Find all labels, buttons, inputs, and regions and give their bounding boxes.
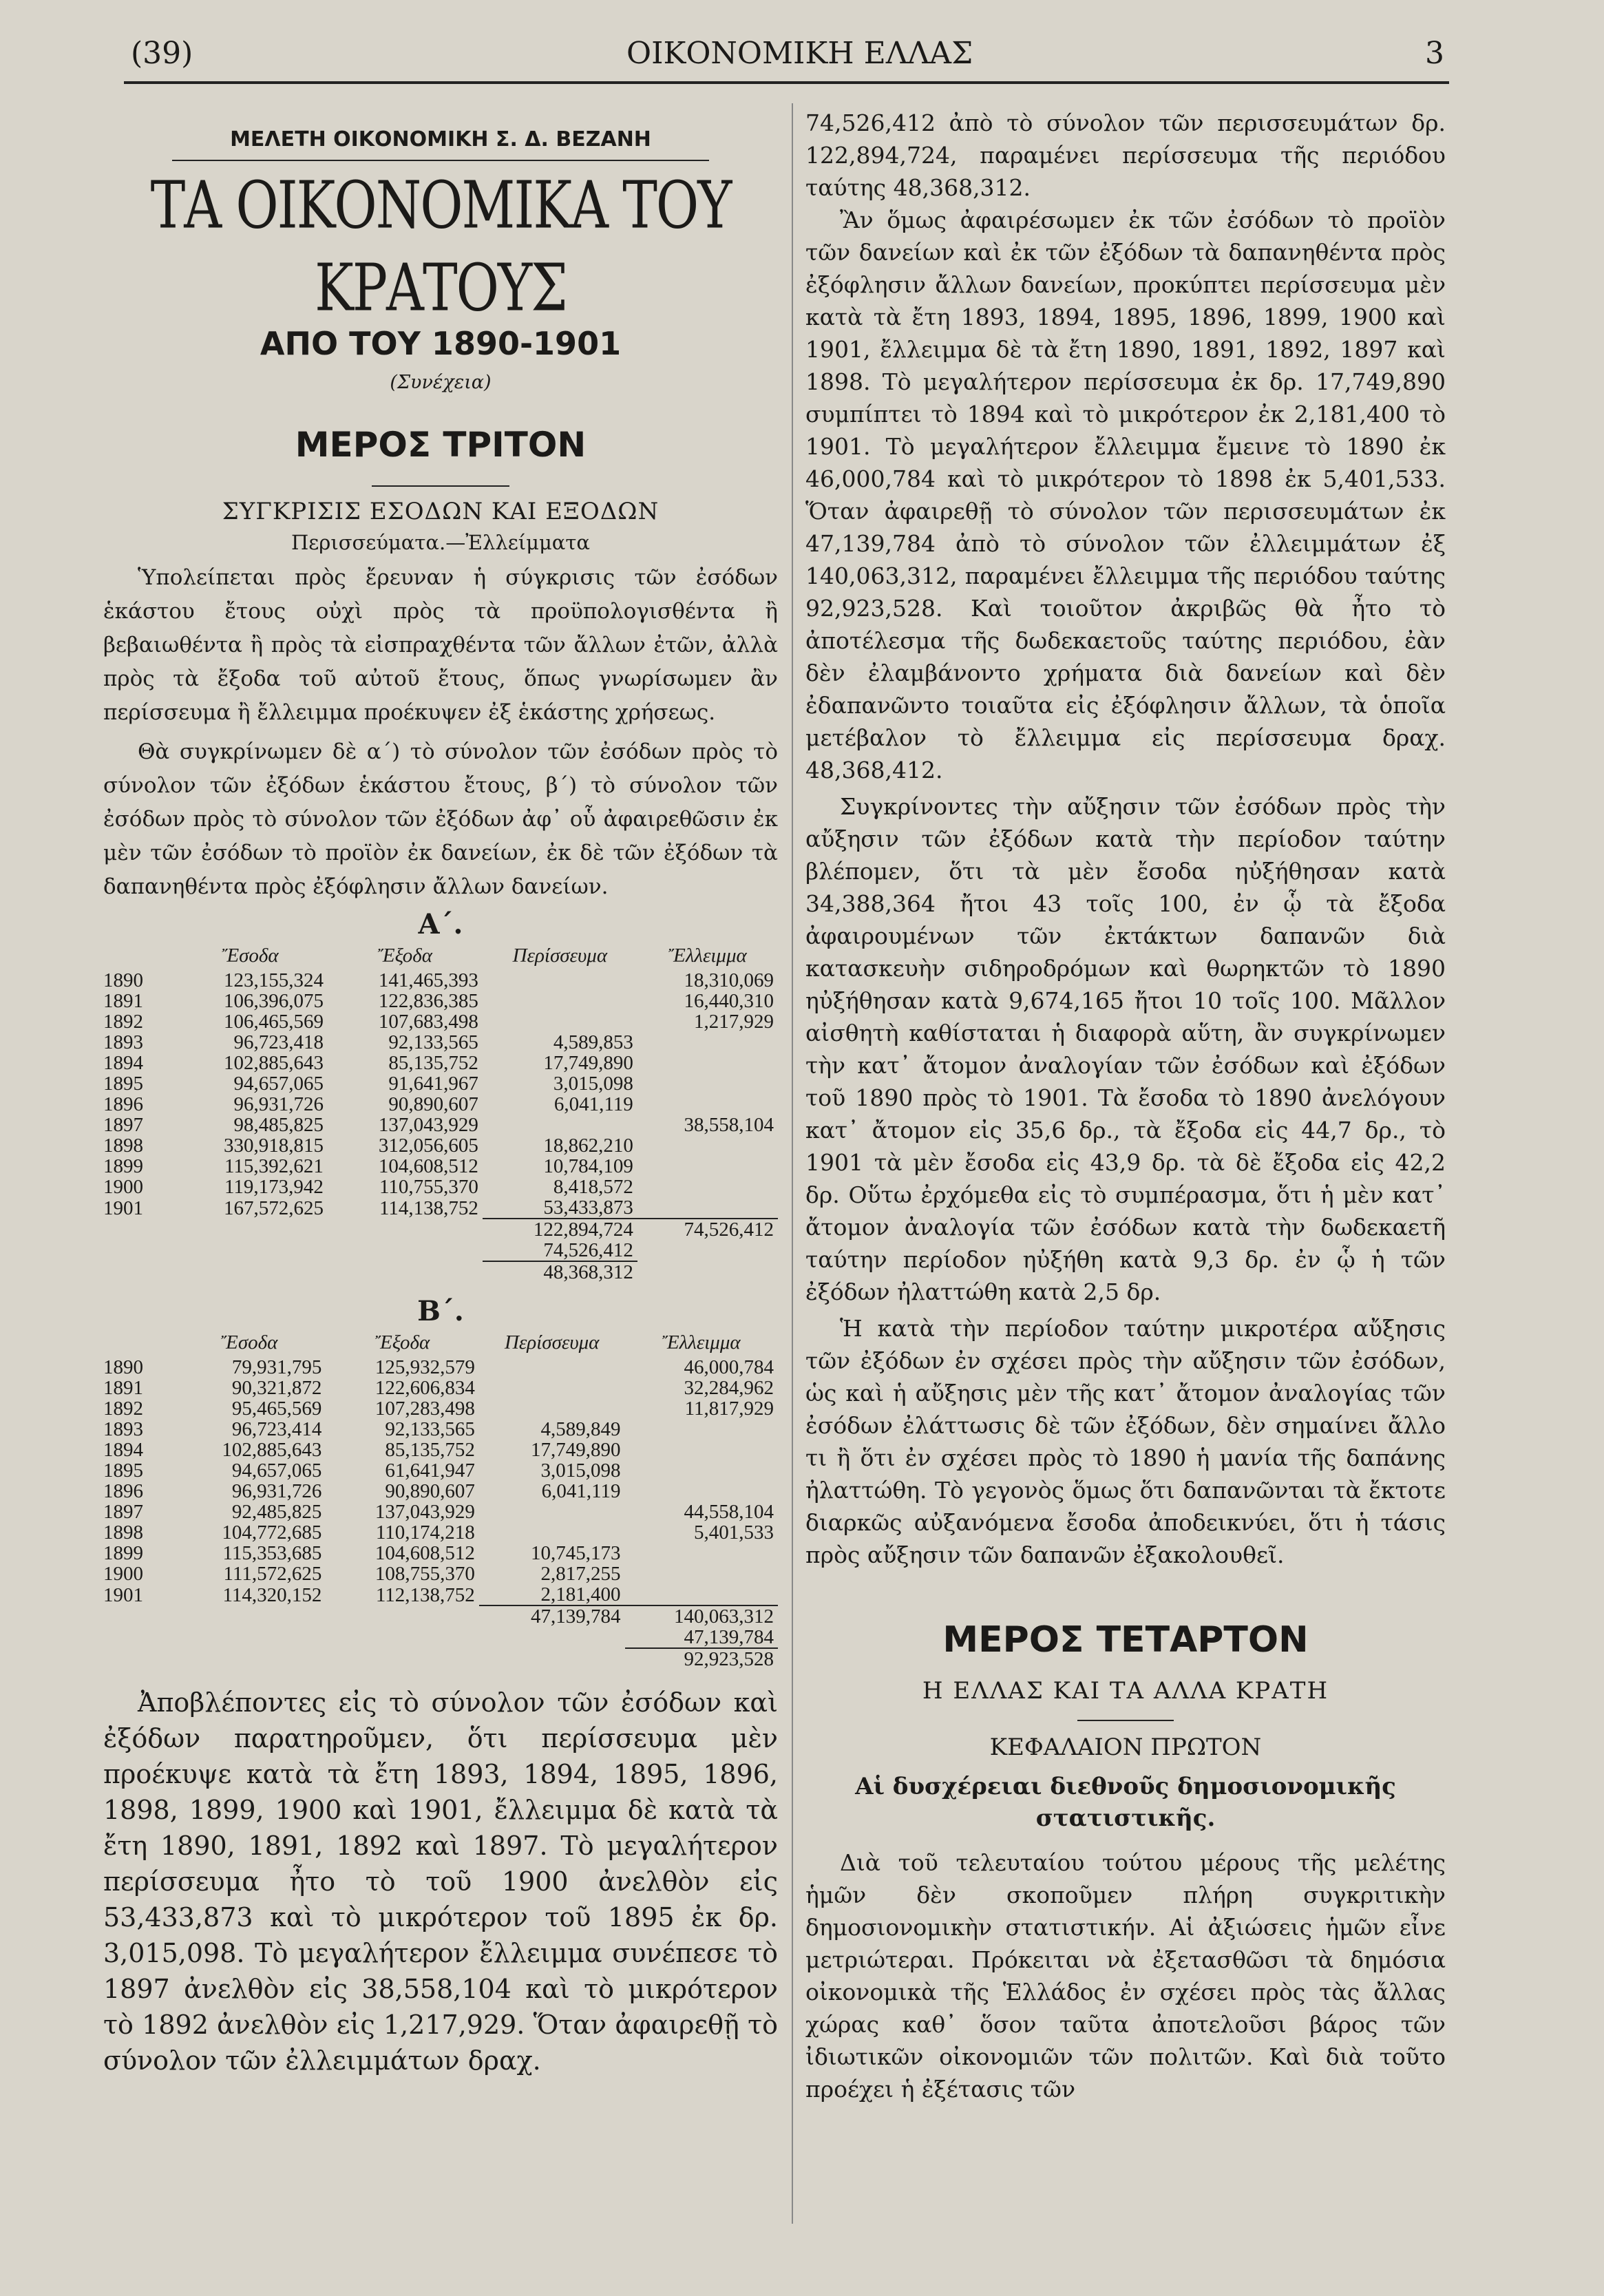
byline: ΜΕΛΕΤΗ ΟΙΚΟΝΟΜΙΚΗ Σ. Δ. ΒΕΖΑΝΗ bbox=[230, 127, 651, 151]
value-cell: 108,755,370 bbox=[374, 1563, 475, 1585]
col-header bbox=[103, 942, 173, 970]
value-cell: 44,558,104 bbox=[684, 1501, 774, 1523]
spacer-cell bbox=[328, 1219, 483, 1240]
year-cell: 1899 bbox=[103, 1542, 143, 1564]
value-cell: 119,173,942 bbox=[224, 1176, 324, 1198]
value-cell bbox=[625, 1481, 778, 1502]
value-cell: 107,683,498 bbox=[378, 1011, 478, 1033]
total-cell bbox=[637, 1240, 778, 1261]
total-row bbox=[103, 1627, 778, 1648]
value-cell: 90,321,872 bbox=[231, 1377, 322, 1399]
byline-rule bbox=[172, 160, 709, 161]
left-column bbox=[103, 103, 778, 2078]
table-row bbox=[103, 1053, 778, 1073]
value-cell: 4,589,853 bbox=[553, 1031, 633, 1053]
table-row bbox=[103, 1584, 778, 1605]
table-row bbox=[103, 1156, 778, 1177]
total-cell: 122,894,724 bbox=[483, 1219, 637, 1240]
value-cell: 18,862,210 bbox=[543, 1135, 633, 1157]
year-cell: 1900 bbox=[103, 1563, 143, 1585]
value-cell: 122,836,385 bbox=[378, 990, 478, 1012]
value-cell bbox=[483, 1011, 637, 1032]
value-cell bbox=[483, 970, 637, 991]
spacer-cell bbox=[173, 1605, 326, 1627]
table-row bbox=[103, 1502, 778, 1522]
article-subtitle: ΑΠΟ ΤΟΥ 1890-1901 bbox=[260, 325, 622, 362]
value-cell: 125,932,579 bbox=[374, 1356, 475, 1378]
total-cell bbox=[479, 1648, 625, 1670]
col-header: Ἔλλειμμα bbox=[662, 1331, 741, 1354]
value-cell: 110,174,218 bbox=[375, 1521, 475, 1544]
year-cell: 1893 bbox=[103, 1418, 143, 1440]
value-cell: 96,931,726 bbox=[231, 1480, 322, 1502]
value-cell: 102,885,643 bbox=[222, 1439, 322, 1461]
table-row bbox=[103, 1197, 778, 1219]
value-cell bbox=[637, 1156, 778, 1177]
total-row bbox=[103, 1605, 778, 1627]
value-cell: 107,283,498 bbox=[374, 1398, 475, 1420]
spacer-cell bbox=[103, 1261, 173, 1283]
value-cell bbox=[637, 1197, 778, 1219]
section-heading: ΣΥΓΚΡΙΣΙΣ ΕΣΟΔΩΝ ΚΑΙ ΕΞΟΔΩΝ bbox=[222, 498, 659, 525]
year-cell: 1891 bbox=[103, 990, 143, 1012]
total-cell: 74,526,412 bbox=[637, 1219, 778, 1240]
value-cell: 312,056,605 bbox=[378, 1135, 478, 1157]
year-cell: 1890 bbox=[103, 1356, 143, 1378]
value-cell: 92,133,565 bbox=[385, 1418, 475, 1440]
page-number-left: (39) bbox=[131, 36, 193, 71]
value-cell: 123,155,324 bbox=[223, 969, 324, 991]
page-number-right: 3 bbox=[1425, 36, 1444, 71]
col-header: Ἔλλειμμα bbox=[668, 945, 747, 967]
value-cell bbox=[625, 1543, 778, 1563]
value-cell bbox=[637, 1073, 778, 1094]
value-cell: 137,043,929 bbox=[374, 1501, 475, 1523]
value-cell: 5,401,533 bbox=[694, 1521, 774, 1544]
value-cell: 10,784,109 bbox=[543, 1155, 633, 1177]
total-row bbox=[103, 1648, 778, 1670]
table-row bbox=[103, 1094, 778, 1115]
total-cell: 47,139,784 bbox=[479, 1605, 625, 1627]
table-row bbox=[103, 1543, 778, 1563]
value-cell: 90,890,607 bbox=[388, 1093, 478, 1115]
spacer-cell bbox=[173, 1648, 326, 1670]
value-cell: 17,749,890 bbox=[531, 1439, 621, 1461]
value-cell: 32,284,962 bbox=[684, 1377, 774, 1399]
value-cell bbox=[479, 1357, 625, 1378]
chapter-heading: ΚΕΦΑΛΑΙΟΝ ΠΡΩΤΟΝ bbox=[989, 1734, 1262, 1761]
col-header bbox=[103, 1329, 173, 1357]
year-cell: 1897 bbox=[103, 1114, 143, 1136]
col-header: Περίσσευμα bbox=[504, 1331, 600, 1354]
column-divider bbox=[792, 103, 793, 2224]
value-cell bbox=[625, 1460, 778, 1481]
value-cell: 94,657,065 bbox=[233, 1073, 324, 1095]
value-cell: 90,890,607 bbox=[385, 1480, 475, 1502]
running-header bbox=[131, 36, 1444, 77]
value-cell: 111,572,625 bbox=[223, 1563, 322, 1585]
value-cell: 96,723,414 bbox=[231, 1418, 322, 1440]
col-header: Ἔσοδα bbox=[221, 1331, 278, 1354]
year-cell: 1895 bbox=[103, 1073, 143, 1095]
total-cell: 74,526,412 bbox=[543, 1239, 633, 1261]
value-cell: 94,657,065 bbox=[231, 1460, 322, 1482]
value-cell bbox=[625, 1419, 778, 1440]
year-cell: 1898 bbox=[103, 1135, 143, 1157]
value-cell bbox=[483, 1115, 637, 1135]
table-b-label: Β΄. bbox=[417, 1295, 464, 1327]
value-cell: 91,641,967 bbox=[388, 1073, 478, 1095]
value-cell: 17,749,890 bbox=[543, 1052, 633, 1074]
value-cell: 114,320,152 bbox=[222, 1583, 322, 1606]
value-cell bbox=[625, 1584, 778, 1605]
continued-note: (Συνέχεια) bbox=[390, 372, 492, 393]
paragraph: Ἀποβλέποντες εἰς τὸ σύνολον τῶν ἐσόδων καὶ ἐξόδων παρατηροῦμεν, ὅτι περίσσευμα μὲν προέκυψε κατὰ τὰ ἔτη 1893, 1894, 1895, 1896, 1898, 1899, 1900 καὶ 1901, ἔλλειμμα δὲ κατὰ τὰ ἔτη 1890, 1891, 1892 καὶ 1897. Τὸ μεγαλήτερον περίσσευμα ἦτο τὸ τοῦ 1900 ἀνελθὸν εἰς 53,433,873 καὶ τὸ μικρότερον τοῦ 1895 ἐκ δρ. 3,015,098. Τὸ μεγαλήτερον ἔλλειμμα συνέπεσε τὸ 1897 ἀνελθὸν εἰς 38,558,104 καὶ τὸ μικρότερον τὸ 1892 ἀνελθὸν εἰς 1,217,929. Ὅταν ἀφαιρεθῇ τὸ σύνολον τῶν ἐλλειμμάτων δραχ. bbox=[103, 1687, 778, 2076]
year-cell: 1894 bbox=[103, 1439, 143, 1461]
year-cell: 1897 bbox=[103, 1501, 143, 1523]
value-cell bbox=[479, 1398, 625, 1419]
value-cell: 115,392,621 bbox=[224, 1155, 324, 1177]
paragraph: Συγκρίνοντες τὴν αὔξησιν τῶν ἐσόδων πρὸς τὴν αὔξησιν τῶν ἐξόδων κατὰ τὴν περίοδον ταύτην βλέπομεν, ὅτι τὰ μὲν ἔσοδα ηὐξήθησαν κατὰ 34,388,364 ἤτοι 43 τοῖς 100, ἐν ᾧ τὰ ἔξοδα ἀφαιρουμένων τῶν ἐκτάκτων δαπανῶν διὰ κατασκευὴν σιδηροδρόμων καὶ θωρηκτῶν τὸ 1890 ηὐξήθησαν κατὰ 9,674,165 ἤτοι 10 τοῖς 100. Μᾶλλον αἰσθητὴ καθίσταται ἡ διαφορὰ αὕτη, ἂν συγκρίνωμεν τὴν κατ᾽ ἄτομον ἀναλογίαν τῶν ἐσόδων καὶ ἐξόδων τοῦ 1890 πρὸς τὸ 1901. Τὰ ἔσοδα τὸ 1890 ἀνελόγουν κατ᾽ ἄτομον εἰς 35,6 δρ., τὰ ἔξοδα εἰς 44,7 δρ., τὸ 1901 τὰ μὲν ἔσοδα εἰς 43,9 δρ. τὰ δὲ ἔξοδα εἰς 42,2 δρ. Οὕτω ἐρχόμεθα εἰς τὸ συμπέρασμα, ὅτι ἡ μὲν κατ᾽ ἄτομον ἀναλογία τῶν ἐσόδων κατὰ τὴν δωδεκαετῆ ταύτην περίοδον ηὐξήθη κατὰ 9,3 δρ. ἐν ᾧ ἡ τῶν ἐξόδων ἠλαττώθη κατὰ 2,5 δρ. bbox=[805, 793, 1446, 1305]
journal-title: ΟΙΚΟΝΟΜΙΚΗ ΕΛΛΑΣ bbox=[626, 36, 973, 71]
value-cell: 18,310,069 bbox=[684, 969, 774, 991]
table-row bbox=[103, 1011, 778, 1032]
year-cell: 1901 bbox=[103, 1583, 143, 1606]
value-cell: 137,043,929 bbox=[378, 1114, 478, 1136]
header-rule bbox=[124, 81, 1449, 84]
year-cell: 1896 bbox=[103, 1480, 143, 1502]
table-row bbox=[103, 1177, 778, 1197]
table-row bbox=[103, 1378, 778, 1398]
total-row bbox=[103, 1261, 778, 1283]
value-cell: 4,589,849 bbox=[540, 1418, 621, 1440]
value-cell: 6,041,119 bbox=[553, 1093, 633, 1115]
value-cell bbox=[637, 1053, 778, 1073]
total-cell bbox=[479, 1627, 625, 1648]
part-rule bbox=[372, 485, 509, 487]
right-column bbox=[805, 107, 1446, 2105]
col-header: Περίσσευμα bbox=[512, 945, 608, 967]
year-cell: 1899 bbox=[103, 1155, 143, 1177]
table-row bbox=[103, 1398, 778, 1419]
value-cell bbox=[637, 1177, 778, 1197]
year-cell: 1892 bbox=[103, 1011, 143, 1033]
value-cell: 167,572,625 bbox=[223, 1197, 324, 1219]
spacer-cell bbox=[326, 1605, 478, 1627]
part-heading: ΜΕΡΟΣ ΤΡΙΤΟΝ bbox=[295, 425, 587, 465]
year-cell: 1893 bbox=[103, 1031, 143, 1053]
value-cell: 53,433,873 bbox=[543, 1197, 633, 1219]
value-cell: 112,138,752 bbox=[375, 1583, 475, 1606]
total-cell: 140,063,312 bbox=[625, 1605, 778, 1627]
spacer-cell bbox=[328, 1261, 483, 1283]
value-cell bbox=[479, 1522, 625, 1543]
value-cell bbox=[637, 1135, 778, 1156]
col-header: Ἔξοδα bbox=[377, 945, 432, 967]
paragraph: Διὰ τοῦ τελευταίου τούτου μέρους τῆς μελέτης ἡμῶν δὲν σκοποῦμεν πλήρη συγκριτικὴν δημοσιονομικὴν στατιστικήν. Αἱ ἀξιώσεις ἡμῶν εἶνε μετριώτεραι. Πρόκειται νὰ ἐξετασθῶσι τὰ δημόσια οἰκονομικὰ τῆς Ἑλλάδος ἐν σχέσει πρὸς τὰς ἄλλας χώρας καθ᾽ ὅσον ταῦτα ἀποτελοῦσι βάρος τῶν ἰδιωτικῶν οἰκονομιῶν τῶν πολιτῶν. Καὶ διὰ τοῦτο προέχει ἡ ἐξέτασις τῶν bbox=[805, 1849, 1446, 2103]
spacer-cell bbox=[173, 1240, 328, 1261]
part-heading: ΜΕΡΟΣ ΤΕΤΑΡΤΟΝ bbox=[942, 1619, 1309, 1661]
total-cell: 92,923,528 bbox=[625, 1648, 778, 1670]
table-row bbox=[103, 1135, 778, 1156]
article-title: ΤΑ ΟΙΚΟΝΟΜΙΚΑ ΤΟΥ ΚΡΑΤΟΥΣ bbox=[150, 166, 731, 326]
chapter-title: Αἱ δυσχέρειαι διεθνοῦς δημοσιονομικῆς στατιστικῆς. bbox=[855, 1773, 1396, 1832]
spacer-cell bbox=[326, 1648, 478, 1670]
paragraph: Θὰ συγκρίνωμεν δὲ α΄) τὸ σύνολον τῶν ἐσόδων πρὸς τὸ σύνολον τῶν ἐξόδων ἑκάστου ἔτους, β΄) τὸ σύνολον τῶν ἐσόδων πρὸς τὸ σύνολον τῶν ἐξόδων ἀφ᾽ οὗ ἀφαιρεθῶσιν ἐκ μὲν τῶν ἐσόδων τὸ προϊὸν ἐκ δανείων, ἐκ δὲ τῶν ἐξόδων τὰ δαπανηθέντα πρὸς ἐξόφλησιν ἄλλων δανείων. bbox=[103, 739, 778, 899]
spacer-cell bbox=[103, 1648, 173, 1670]
year-cell: 1892 bbox=[103, 1398, 143, 1420]
total-cell: 47,139,784 bbox=[684, 1626, 774, 1648]
table-row bbox=[103, 1115, 778, 1135]
value-cell: 46,000,784 bbox=[684, 1356, 774, 1378]
value-cell bbox=[637, 1094, 778, 1115]
year-cell: 1898 bbox=[103, 1521, 143, 1544]
value-cell: 122,606,834 bbox=[374, 1377, 475, 1399]
table-row bbox=[103, 1419, 778, 1440]
value-cell: 96,931,726 bbox=[233, 1093, 324, 1115]
col-header: Ἔσοδα bbox=[222, 945, 279, 967]
value-cell: 104,772,685 bbox=[222, 1521, 322, 1544]
table-a bbox=[103, 942, 778, 1283]
value-cell: 61,641,947 bbox=[385, 1460, 475, 1482]
value-cell: 96,723,418 bbox=[233, 1031, 324, 1053]
value-cell: 6,041,119 bbox=[541, 1480, 621, 1502]
table-a-label: Α΄. bbox=[418, 908, 463, 940]
value-cell: 16,440,310 bbox=[684, 990, 774, 1012]
paragraph: Ἂν ὅμως ἀφαιρέσωμεν ἐκ τῶν ἐσόδων τὸ προϊὸν τῶν δανείων καὶ ἐκ τῶν ἐξόδων τὰ δαπανηθέντα πρὸς ἐξόφλησιν ἄλλων δανείων, προκύπτει περίσσευμα μὲν κατὰ τὰ ἔτη 1893, 1894, 1895, 1896, 1899, 1900 καὶ 1901, ἔλλειμμα δὲ τὰ ἔτη 1890, 1891, 1892, 1897 καὶ 1898. Τὸ μεγαλήτερον περίσσευμα ἐκ δρ. 17,749,890 συμπίπτει τὸ 1894 καὶ τὸ μικρότερον ἐκ 2,181,400 τὸ 1901. Τὸ μεγαλήτερον ἔλλειμμα ἔμεινε τὸ 1890 ἐκ 46,000,784 καὶ τὸ μικρότερον τὸ 1898 ἐκ 5,401,533. Ὅταν ἀφαιρεθῇ τὸ σύνολον τῶν περισσευμάτων ἐκ 47,139,784 ἀπὸ τὸ σύνολον τῶν ἐλλειμμάτων ἐξ 140,063,312, παραμένει ἔλλειμμα τῆς περιόδου ταύτης 92,923,528. Καὶ τοιοῦτον ἀκριβῶς θὰ ἦτο τὸ ἀποτέλεσμα τῆς δωδεκαετοῦς ταύτης περιόδου, ἐὰν δὲν ἐλαμβάνοντο χρήματα διὰ δανείων καὶ δὲν ἐδαπανῶντο τοιαῦτα εἰς ἐξόφλησιν ἄλλων, τὰ ὁποῖα μετέβαλον τὸ ἔλλειμμα εἰς περίσσευμα δραχ. 48,368,412. bbox=[805, 207, 1446, 783]
total-row bbox=[103, 1240, 778, 1261]
table-row bbox=[103, 1460, 778, 1481]
value-cell: 38,558,104 bbox=[684, 1114, 774, 1136]
spacer-cell bbox=[103, 1240, 173, 1261]
value-cell: 3,015,098 bbox=[553, 1073, 633, 1095]
value-cell: 95,465,569 bbox=[231, 1398, 322, 1420]
paragraph: Ἡ κατὰ τὴν περίοδον ταύτην μικροτέρα αὔξησις τῶν ἐξόδων ἐν σχέσει πρὸς τὴν αὔξησιν τῶν ἐσόδων, ὡς καὶ ἡ αὔξησις μὲν τῆς κατ᾽ ἄτομον ἀναλογίας τῶν ἐσόδων ἐλάττωσις δὲ τῶν ἐξόδων, δὲν σημαίνει ἄλλο τι ἢ ὅτι ἐν σχέσει πρὸς τὸ 1890 ἡ μανία τῆς δαπάνης ἠλαττώθη. Τὸ γεγονὸς ὅμως ὅτι δαπανῶνται τὰ ἔκτοτε διαρκῶς αὐξανόμενα ἔσοδα ἀποδεικνύει, ὅτι ἡ τάσις πρὸς αὔξησιν τῶν δαπανῶν ἐξακολουθεῖ. bbox=[805, 1315, 1446, 1568]
total-cell bbox=[637, 1261, 778, 1283]
value-cell: 141,465,393 bbox=[378, 969, 478, 991]
value-cell: 102,885,643 bbox=[223, 1052, 324, 1074]
value-cell: 85,135,752 bbox=[385, 1439, 475, 1461]
value-cell: 10,745,173 bbox=[531, 1542, 621, 1564]
value-cell: 79,931,795 bbox=[231, 1356, 322, 1378]
spacer-cell bbox=[103, 1627, 173, 1648]
value-cell: 3,015,098 bbox=[540, 1460, 621, 1482]
year-cell: 1895 bbox=[103, 1460, 143, 1482]
value-cell bbox=[479, 1378, 625, 1398]
col-header: Ἔξοδα bbox=[375, 1331, 430, 1354]
value-cell bbox=[637, 1032, 778, 1053]
year-cell: 1891 bbox=[103, 1377, 143, 1399]
value-cell: 110,755,370 bbox=[379, 1176, 478, 1198]
value-cell: 11,817,929 bbox=[684, 1398, 774, 1420]
table-row bbox=[103, 991, 778, 1011]
table-row bbox=[103, 1563, 778, 1584]
spacer-cell bbox=[173, 1261, 328, 1283]
table-row bbox=[103, 970, 778, 991]
value-cell: 106,465,569 bbox=[223, 1011, 324, 1033]
total-cell: 48,368,312 bbox=[483, 1261, 637, 1283]
subsection-heading: Περισσεύματα.—Ἐλλείμματα bbox=[291, 531, 591, 554]
table-b bbox=[103, 1329, 778, 1670]
value-cell: 85,135,752 bbox=[388, 1052, 478, 1074]
spacer-cell bbox=[103, 1605, 173, 1627]
table-row bbox=[103, 1032, 778, 1053]
table-row bbox=[103, 1522, 778, 1543]
value-cell: 330,918,815 bbox=[223, 1135, 324, 1157]
value-cell: 115,353,685 bbox=[222, 1542, 322, 1564]
spacer-cell bbox=[103, 1219, 173, 1240]
value-cell bbox=[625, 1563, 778, 1584]
year-cell: 1900 bbox=[103, 1176, 143, 1198]
spacer-cell bbox=[328, 1240, 483, 1261]
value-cell: 1,217,929 bbox=[694, 1011, 774, 1033]
spacer-cell bbox=[173, 1627, 326, 1648]
year-cell: 1896 bbox=[103, 1093, 143, 1115]
table-row bbox=[103, 1073, 778, 1094]
paragraph: 74,526,412 ἀπὸ τὸ σύνολον τῶν περισσευμάτων δρ. 122,894,724, παραμένει περίσσευμα τῆς περιόδου ταύτης 48,368,312. bbox=[805, 109, 1446, 201]
total-row bbox=[103, 1219, 778, 1240]
year-cell: 1901 bbox=[103, 1197, 143, 1219]
section-heading: Η ΕΛΛΑΣ ΚΑΙ ΤΑ ΑΛΛΑ ΚΡΑΤΗ bbox=[922, 1677, 1329, 1705]
spacer-cell bbox=[326, 1627, 478, 1648]
value-cell bbox=[625, 1440, 778, 1460]
value-cell: 92,133,565 bbox=[388, 1031, 478, 1053]
value-cell: 8,418,572 bbox=[553, 1176, 633, 1198]
value-cell bbox=[483, 991, 637, 1011]
paragraph: Ὑπολείπεται πρὸς ἔρευναν ἡ σύγκρισις τῶν ἐσόδων ἑκάστου ἔτους οὐχὶ πρὸς τὰ προϋπολογισθέντα ἢ βεβαιωθέντα ἢ πρὸς τὰ εἰσπραχθέντα τῶν ἄλλων ἐτῶν, ἀλλὰ πρὸς τὰ ἔξοδα τοῦ αὐτοῦ ἔτους, ὅπως γνωρίσωμεν ἂν περίσσευμα ἢ ἔλλειμμα προέκυψεν ἐξ ἑκάστης χρήσεως. bbox=[103, 565, 778, 725]
year-cell: 1894 bbox=[103, 1052, 143, 1074]
value-cell: 98,485,825 bbox=[233, 1114, 324, 1136]
value-cell: 106,396,075 bbox=[223, 990, 324, 1012]
value-cell: 114,138,752 bbox=[379, 1197, 478, 1219]
section-rule bbox=[1077, 1720, 1174, 1721]
spacer-cell bbox=[173, 1219, 328, 1240]
table-row bbox=[103, 1357, 778, 1378]
value-cell: 2,181,400 bbox=[540, 1583, 621, 1605]
year-cell: 1890 bbox=[103, 969, 143, 991]
table-row bbox=[103, 1440, 778, 1460]
value-cell: 2,817,255 bbox=[540, 1563, 621, 1585]
value-cell: 92,485,825 bbox=[231, 1501, 322, 1523]
value-cell: 104,608,512 bbox=[378, 1155, 478, 1177]
value-cell bbox=[479, 1502, 625, 1522]
table-row bbox=[103, 1481, 778, 1502]
value-cell: 104,608,512 bbox=[374, 1542, 475, 1564]
